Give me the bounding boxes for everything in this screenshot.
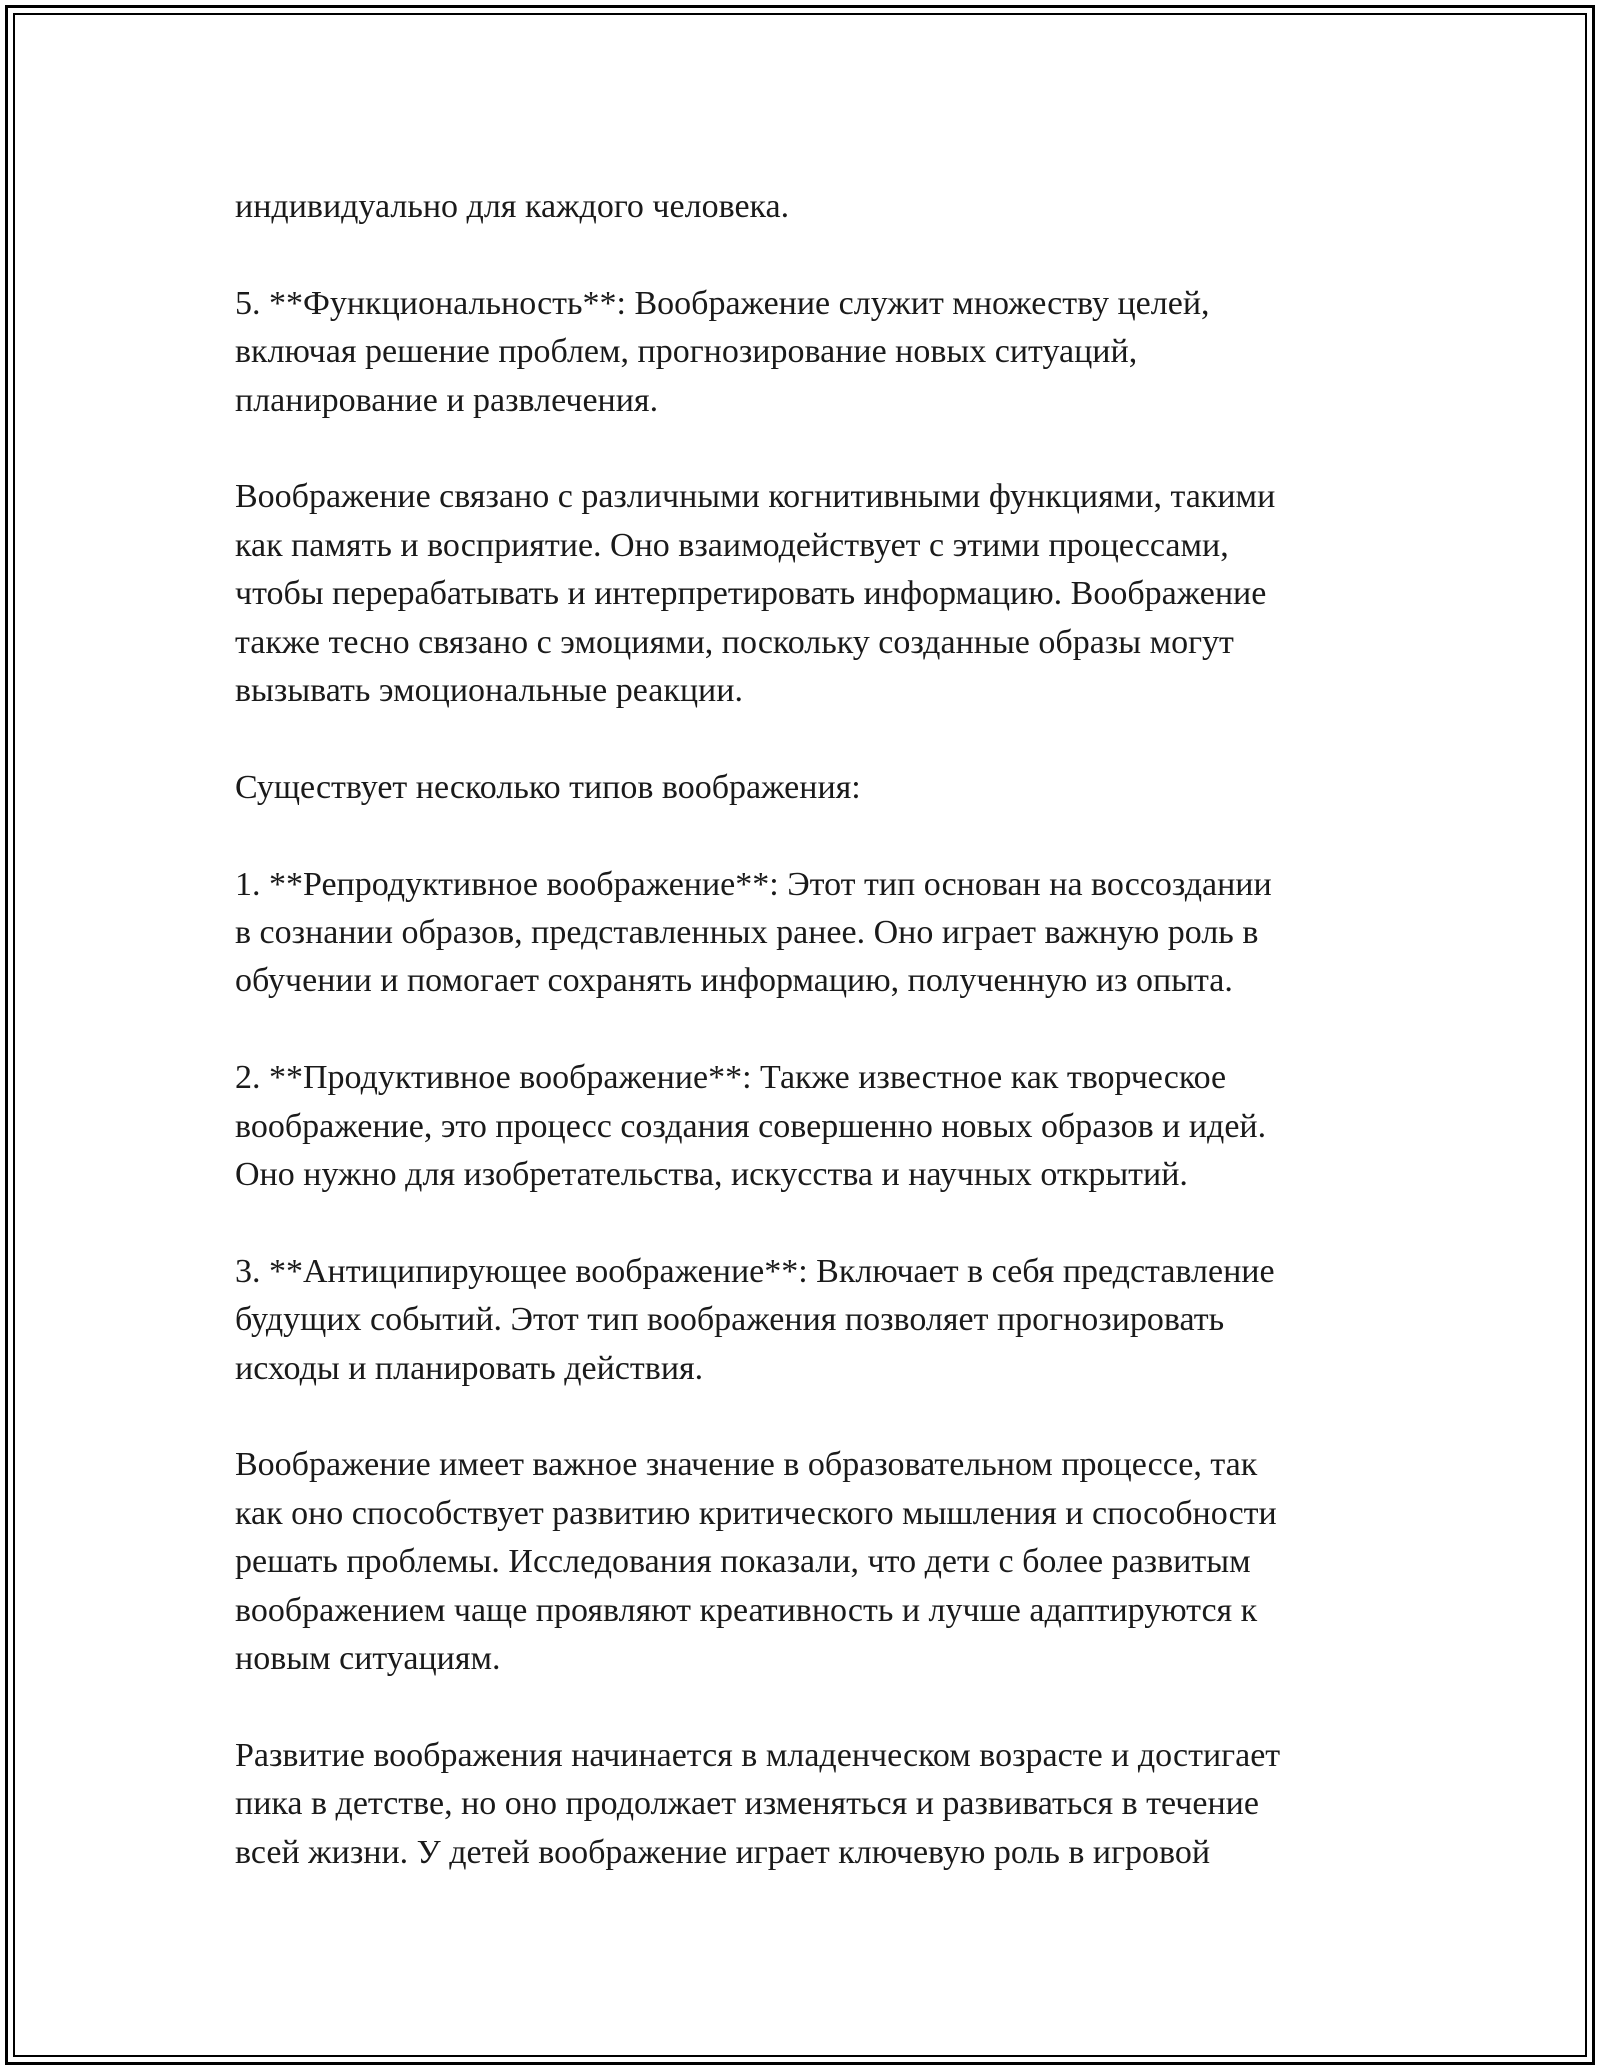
paragraph-continuation: индивидуально для каждого человека. (235, 188, 790, 225)
paragraph-cognitive-functions: Воображение связано с различными когнитивными функциями, такими как память и восприятие. Оно взаимодействует с этими процессами, чтобы перерабатывать и интерпретировать информацию. Воображение также тесно связано с эмоциями, поскольку созданные образы могут вызывать эмоциональные реакции. (235, 478, 1276, 710)
paragraph-types-intro: Существует несколько типов воображения: (235, 768, 861, 806)
list-item-functionality: 5. **Функциональность**: Воображение служит множеству целей, включая решение проблем, прогнозирование новых ситуаций, планирование и развлечения. (235, 284, 1210, 419)
list-item-reproductive: 1. **Репродуктивное воображение**: Этот тип основан на воссоздании в сознании образов, представленных ранее. Оно играет важную роль в обучении и помогает сохранять информацию, полученную из опыта. (235, 865, 1272, 1000)
list-item-anticipatory: 3. **Антиципирующее воображение**: Включает в себя представление будущих событий. Этот тип воображения позволяет прогнозировать исходы и планировать действия. (235, 1252, 1275, 1387)
list-item-productive: 2. **Продуктивное воображение**: Также известное как творческое воображение, это процесс создания совершенно новых образов и идей. Оно нужно для изобретательства, искусства и научных открытий. (235, 1059, 1267, 1194)
paragraph-education: Воображение имеет важное значение в образовательном процессе, так как оно способствует развитию критического мышления и способности решать проблемы. Исследования показали, что дети с более развитым воображением чаще проявляют креативность и лучше адаптируются к новым ситуациям. (235, 1446, 1277, 1678)
paragraph-development: Развитие воображения начинается в младенческом возрасте и достигает пика в детстве, но оно продолжает изменяться и развиваться в течение всей жизни. У детей воображение играет ключевую роль в игровой (235, 1736, 1281, 1871)
document-body (235, 183, 1385, 1877)
